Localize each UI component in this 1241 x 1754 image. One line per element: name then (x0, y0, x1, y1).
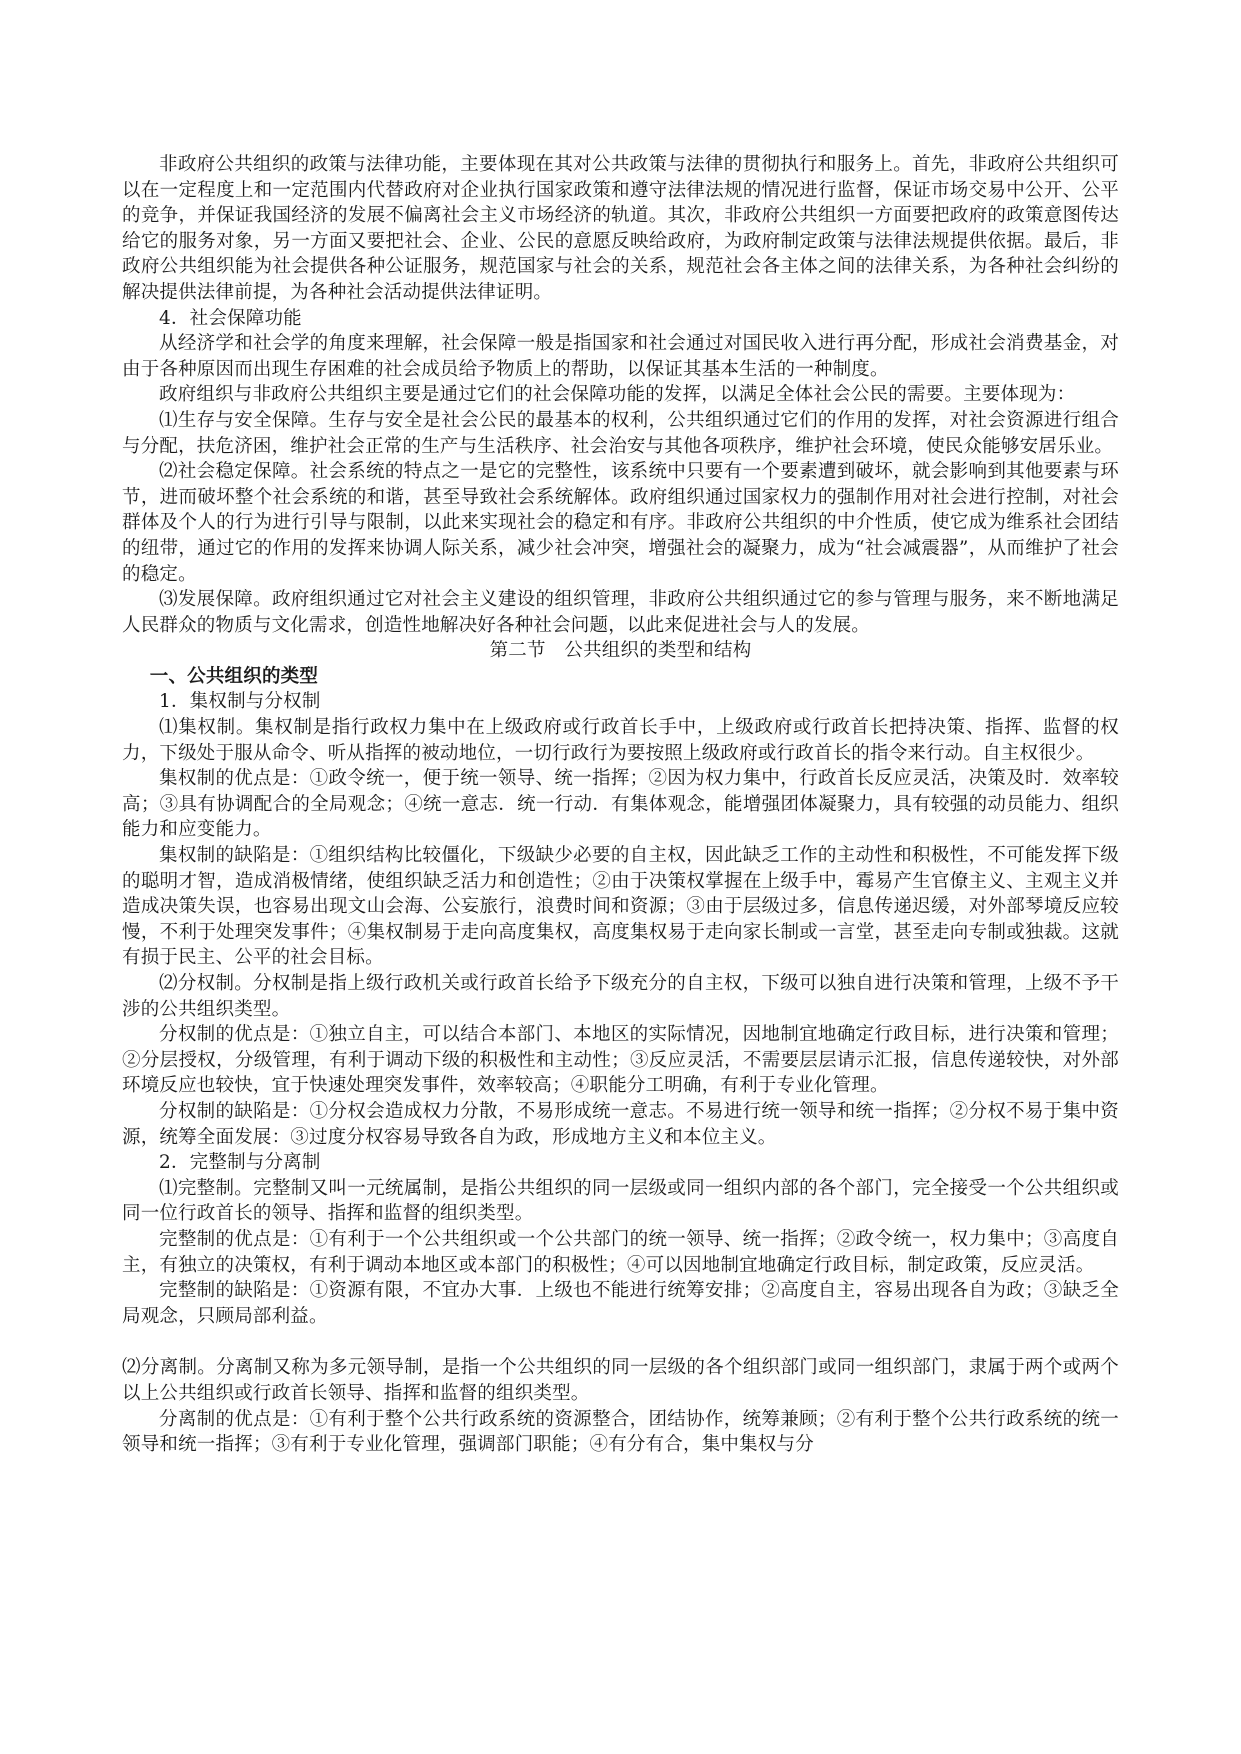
paragraph-integrated-definition: ⑴完整制。完整制又叫一元统属制，是指公共组织的同一层级或同一组织内部的各个部门，完全接受一个公共组织或同一位行政首长的领导、指挥和监督的组织类型。 (122, 1177, 1119, 1225)
section-title: 第二节 公共组织的类型和结构 (489, 640, 752, 662)
paragraph-survival-security: ⑴生存与安全保障。生存与安全是社会公民的最基本的权利，公共组织通过它们的作用的发挥，对社会资源进行组合与分配，扶危济困，维护社会正常的生产与生活秩序、社会治安与其他各项秩序，维护社会环境，使民众能够安居乐业。 (122, 409, 1119, 457)
paragraph-decentralization-advantages: 分权制的优点是：①独立自主，可以结合本部门、本地区的实际情况，因地制宜地确定行政目标，进行决策和管理；②分层授权，分级管理，有利于调动下级的积极性和主动性；③反应灵活，不需要层层请示汇报，信息传递较快，对外部环境反应也较快，宜于快速处理突发事件，效率较高；④职能分工明确，有利于专业化管理。 (122, 1024, 1119, 1097)
paragraph-decentralization-defects: 分权制的缺陷是：①分权会造成权力分散，不易形成统一意志。不易进行统一领导和统一指挥；②分权不易于集中资源，统筹全面发展：③过度分权容易导致各自为政，形成地方主义和本位主义。 (122, 1100, 1119, 1148)
paragraph-integrated-defects: 完整制的缺陷是：①资源有限，不宜办大事．上级也不能进行统筹安排；②高度自主，容易出现各自为政；③缺乏全局观念，只顾局部利益。 (122, 1280, 1119, 1327)
heading-centralization-decentralization: 1．集权制与分权制 (159, 691, 321, 713)
paragraph-social-security-definition: 从经济学和社会学的角度来理解，社会保障一般是指国家和社会通过对国民收入进行再分配，形成社会消费基金，对由于各种原因而出现生存困难的社会成员给予物质上的帮助，以保证其基本生活的一种制度。 (122, 333, 1119, 380)
paragraph-separated-definition: ⑵分离制。分离制又称为多元领导制，是指一个公共组织的同一层级的各个组织部门或同一组织部门，隶属于两个或两个以上公共组织或行政首长领导、指挥和监督的组织类型。 (122, 1357, 1119, 1404)
paragraph-policy-law-function: 非政府公共组织的政策与法律功能，主要体现在其对公共政策与法律的贯彻执行和服务上。首先，非政府公共组织可以在一定程度上和一定范围内代替政府对企业执行国家政策和遵守法律法规的情况进行监督，保证市场交易中公开、公平的竞争，并保证我国经济的发展不偏离社会主义市场经济的轨道。其次，非政府公共组织一方面要把政府的政策意图传达给它的服务对象，另一方面又要把社会、企业、公民的意愿反映给政府，为政府制定政策与法律法规提供依据。最后，非政府公共组织能为社会提供各种公证服务，规范国家与社会的关系，规范社会各主体之间的法律关系，为各种社会纠纷的解决提供法律前提，为各种社会活动提供法律证明。 (122, 154, 1119, 303)
paragraph-development-security: ⑶发展保障。政府组织通过它对社会主义建设的组织管理，非政府公共组织通过它的参与管理与服务，来不断地满足人民群众的物质与文化需求，创造性地解决好各种社会问题，以此来促进社会与人的发展。 (122, 589, 1119, 636)
paragraph-centralization-defects: 集权制的缺陷是：①组织结构比较僵化，下级缺少必要的自主权，因此缺乏工作的主动性和积极性，不可能发挥下级的聪明才智，造成消极情绪，使组织缺乏活力和创造性；②由于决策权掌握在上级手中，霉易产生官僚主义、主观主义并造成决策失误，也容易出现文山会海、公妄旅行，浪费时间和资源；③由于层级过多，信息传递迟缓，对外部琴境反应较慢，不利于处理突发事件；④集权制易于走向高度集权，高度集权易于走向家长制或一言堂，甚至走向专制或独裁。这就有损于民主、公平的社会目标。 (122, 845, 1119, 969)
heading-integrated-separated: 2．完整制与分离制 (159, 1152, 321, 1174)
paragraph-centralization-definition: ⑴集权制。集权制是指行政权力集中在上级政府或行政首长手中，上级政府或行政首长把持决策、指挥、监督的权力，下级处于服从命令、听从指挥的被动地位，一切行政行为要按照上级政府或行政首长的指令来行动。自主权很少。 (122, 717, 1119, 764)
paragraph-separated-advantages: 分离制的优点是：①有利于整个公共行政系统的资源整合，团结协作，统筹兼顾；②有利于整个公共行政系统的统一领导和统一指挥；③有利于专业化管理，强调部门职能；④有分有合，集中集权与分 (122, 1408, 1119, 1456)
subsection-title: 一、公共组织的类型 (149, 665, 319, 687)
heading-social-security-function: 4．社会保障功能 (159, 307, 302, 329)
paragraph-social-security-intro: 政府组织与非政府公共组织主要是通过它们的社会保障功能的发挥，以满足全体社会公民的需要。主要体现为： (159, 384, 1076, 406)
paragraph-social-stability: ⑵社会稳定保障。社会系统的特点之一是它的完整性，该系统中只要有一个要素遭到破坏，就会影响到其他要素与环节，进而破坏整个社会系统的和谐，甚至导致社会系统解体。政府组织通过国家权力的强制作用对社会进行控制，对社会群体及个人的行为进行引导与限制，以此来实现社会的稳定和有序。非政府公共组织的中介性质，使它成为维系社会团结的纽带，通过它的作用的发挥来协调人际关系，减少社会冲突，增强社会的凝聚力，成为“社会减震器”，从而维护了社会的稳定。 (122, 461, 1119, 585)
paragraph-decentralization-definition: ⑵分权制。分权制是指上级行政机关或行政首长给予下级充分的自主权，下级可以独自进行决策和管理，上级不予干涉的公共组织类型。 (122, 973, 1119, 1020)
paragraph-centralization-advantages: 集权制的优点是：①政令统一，便于统一领导、统一指挥；②因为权力集中，行政首长反应灵活，决策及时．效率较高；③具有协调配合的全局观念；④统一意志．统一行动．有集体观念，能增强团体凝聚力，具有较强的动员能力、组织能力和应变能力。 (122, 768, 1119, 841)
paragraph-integrated-advantages: 完整制的优点是：①有利于一个公共组织或一个公共部门的统一领导、统一指挥；②政令统一，权力集中；③高度自主，有独立的决策权，有利于调动本地区或本部门的积极性；④可以因地制宜地确定行政目标，制定政策，反应灵活。 (122, 1228, 1119, 1276)
